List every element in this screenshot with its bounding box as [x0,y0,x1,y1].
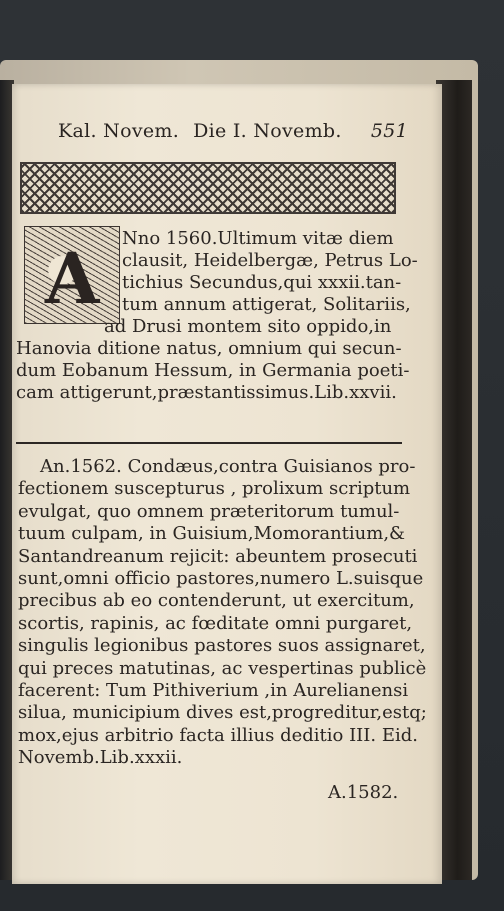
ornamental-band [20,162,396,214]
text-line: mox,ejus arbitrio facta illius deditio III. Eid. [18,724,418,746]
text-line: tum annum attigerat, Solitariis, [122,294,411,315]
text-line: Nno 1560.Ultimum vitæ diem [122,228,394,249]
entry-1560 [16,228,418,404]
running-head [58,120,408,142]
text-line: evulgat, quo omnem præteritorum tumul- [18,500,400,522]
text-line: dum Eobanum Hessum, in Germania poeti- [16,360,410,381]
text-line: tichius Secundus,qui xxxii.tan- [122,272,402,293]
text-line: scortis, rapinis, ac fœditate omni purgaret, [18,612,413,634]
catchword: A.1582. [328,782,399,803]
text-line: facerent: Tum Pithiverium ,in Aurelianensi [18,680,409,702]
text-line: Santandreanum rejicit: abeuntem prosecuti [18,545,418,567]
book-page [12,84,442,884]
text-line: tuum culpam, in Guisium,Momorantium,& [18,523,406,545]
text-line: An.1562. Condæus,contra Guisianos pro- [40,456,416,477]
page-number: 551 [370,120,408,142]
text-line: silua, municipium dives est,progreditur,estq; [18,702,427,724]
running-head-left: Kal. Novem. [58,120,180,142]
section-rule [16,442,402,444]
text-line: precibus ab eo contenderunt, ut exercitum, [18,590,415,612]
entry-1562 [18,456,427,770]
running-head-center: Die I. Novemb. [193,120,342,142]
text-line: fectionem suscepturus , prolixum scriptum [18,478,411,500]
text-line: sunt,omni officio pastores,numero L.suisque [18,568,424,590]
text-line: ad Drusi montem sito oppido,in [104,316,392,337]
text-line: qui preces matutinas, ac vespertinas publicè [18,657,427,679]
text-line: cam attigerunt,præstantissimus.Lib.xxvii. [16,382,397,403]
text-line: singulis legionibus pastores suos assignaret, [18,635,426,657]
initial-letter: A [45,237,100,320]
text-line: Hanovia ditione natus, omnium qui secun- [16,338,402,359]
text-line: clausit, Heidelbergæ, Petrus Lo- [122,250,418,271]
text-line: Novemb.Lib.xxxii. [18,747,183,769]
